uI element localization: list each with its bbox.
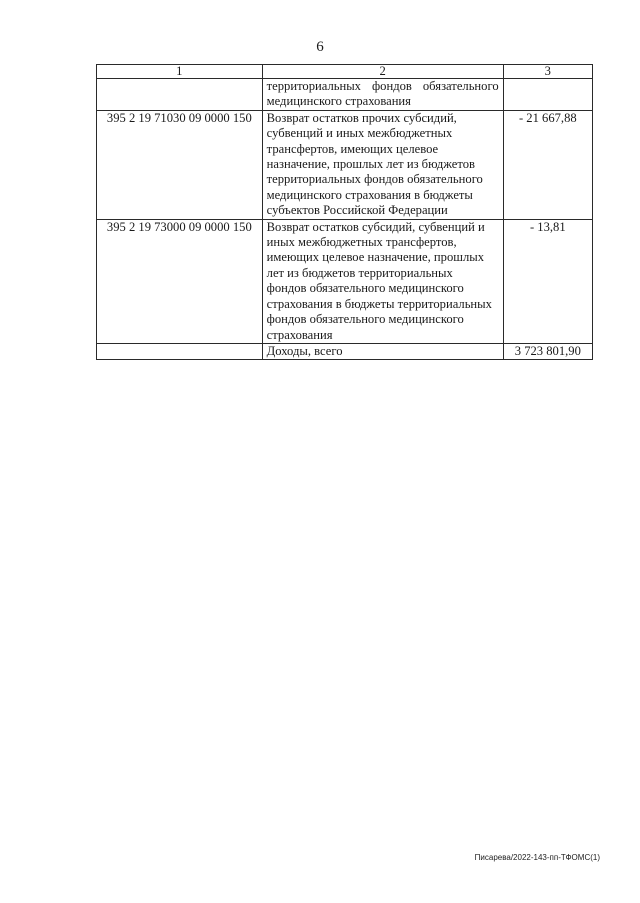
row-name-line: страхования в бюджеты территориальных [266,296,492,311]
row-name-line: медицинского страхования в бюджеты [266,187,473,202]
row-name-line: назначение, прошлых лет из бюджетов [266,157,475,172]
table-row [97,110,593,219]
row-name-line: страхования [266,327,333,342]
row-name-line: фондов обязательного медицинского [266,281,464,296]
row-name-line: субъектов Российской Федерации [266,203,448,218]
row-name-line: Возврат остатков прочих субсидий, [266,110,457,125]
row-name-line: имеющих целевое назначение, прошлых [266,250,484,265]
row-name-line: территориальных фондов обязательного [266,172,483,187]
total-label: Доходы, всего [266,343,343,358]
row-name [262,79,503,111]
row-name [262,219,503,343]
table-row [97,219,593,343]
document-footer-reference: Писарева/2022-143-пп-ТФОМС(1) [474,853,600,862]
row-name-line: трансфертов, имеющих целевое [266,141,439,156]
row-name-line: территориальных фондов обязательного [266,79,499,93]
row-code: 395 2 19 71030 09 0000 150 [97,110,263,219]
row-code: 395 2 19 73000 09 0000 150 [97,219,263,343]
column-header-2: 2 [262,65,503,79]
table-total-row [97,343,593,359]
row-name-line: лет из бюджетов территориальных [266,265,453,280]
table-row [97,79,593,111]
page-number: 6 [316,39,324,55]
budget-revenue-table [96,64,593,360]
total-amount: 3 723 801,90 [503,343,592,359]
row-code [97,79,263,111]
row-name-line: иных межбюджетных трансфертов, [266,235,457,250]
table-header-row [97,65,593,79]
row-name-line: медицинского страхования [266,94,411,109]
row-name [262,343,503,359]
column-header-1: 1 [97,65,263,79]
row-code [97,343,263,359]
row-name-line: фондов обязательного медицинского [266,312,464,327]
row-name [262,110,503,219]
row-amount [503,79,592,111]
row-amount: - 21 667,88 [503,110,592,219]
row-name-line: субвенций и иных межбюджетных [266,126,453,141]
column-header-3: 3 [503,65,592,79]
row-amount: - 13,81 [503,219,592,343]
row-name-line: Возврат остатков субсидий, субвенций и [266,219,485,234]
